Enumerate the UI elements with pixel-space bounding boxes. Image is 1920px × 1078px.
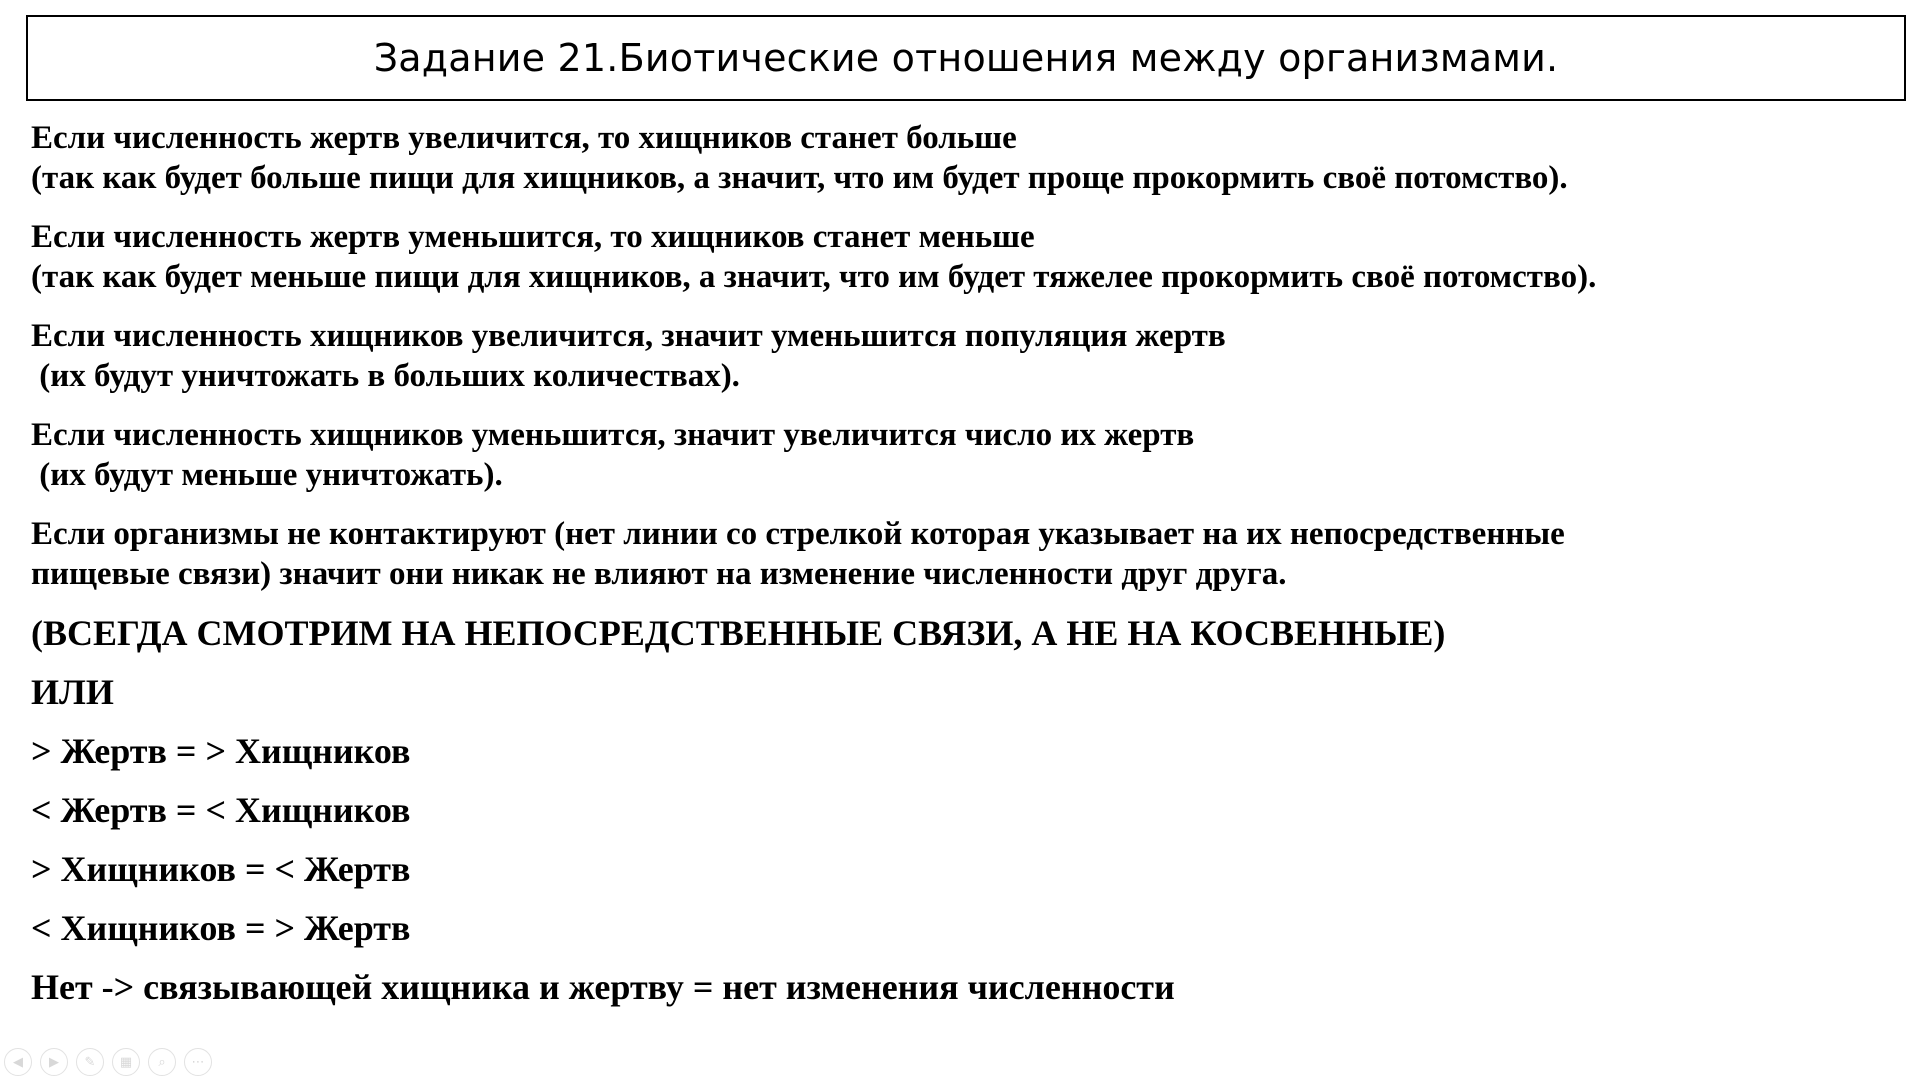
paragraph-line: Если численность жертв увеличится, то хищников станет больше (31, 120, 1017, 156)
slide-title: Задание 21.Биотические отношения между организмами. (373, 36, 1559, 80)
slides-icon[interactable]: ▦ (112, 1048, 140, 1076)
paragraph-line: (их будут уничтожать в больших количествах). (31, 358, 740, 394)
paragraph-line: Если организмы не контактируют (нет линии со стрелкой которая указывает на их непосредственные (31, 516, 1565, 552)
paragraph-line: (их будут меньше уничтожать). (31, 457, 503, 493)
paragraph-line: (так как будет меньше пищи для хищников, а значит, что им будет тяжелее прокормить своё потомство). (31, 259, 1597, 295)
next-icon[interactable]: ▶ (40, 1048, 68, 1076)
rule-line: < Жертв = < Хищников (31, 790, 411, 830)
paragraph-line: (так как будет больше пищи для хищников, а значит, что им будет проще прокормить своё потомство). (31, 160, 1568, 196)
paragraph-line: Если численность хищников уменьшится, значит увеличится число их жертв (31, 417, 1195, 453)
paragraph-line: Если численность жертв уменьшится, то хищников станет меньше (31, 219, 1035, 255)
paragraph-predator-decrease (31, 415, 1901, 495)
paragraph-line: Если численность хищников увеличится, значит уменьшится популяция жертв (31, 318, 1226, 354)
paragraph-prey-decrease (31, 217, 1901, 297)
slide-title-box (26, 15, 1906, 101)
rule-line: < Хищников = > Жертв (31, 908, 411, 948)
pen-icon[interactable]: ✎ (76, 1048, 104, 1076)
rule-line: > Хищников = < Жертв (31, 849, 411, 889)
rule-line: Нет -> связывающей хищника и жертву = нет изменения численности (31, 967, 1175, 1007)
slideshow-toolbar (4, 1048, 212, 1076)
direct-links-note: (ВСЕГДА СМОТРИМ НА НЕПОСРЕДСТВЕННЫЕ СВЯЗИ, А НЕ НА КОСВЕННЫЕ) (31, 613, 1446, 653)
slide-body (31, 118, 1901, 1026)
paragraph-predator-increase (31, 316, 1901, 396)
paragraph-line: пищевые связи) значит они никак не влияют на изменение численности друг друга. (31, 556, 1287, 592)
paragraph-prey-increase (31, 118, 1901, 198)
prev-icon[interactable]: ◀ (4, 1048, 32, 1076)
paragraph-no-contact (31, 514, 1901, 594)
more-icon[interactable]: ⋯ (184, 1048, 212, 1076)
zoom-icon[interactable]: ⌕ (148, 1048, 176, 1076)
or-label: ИЛИ (31, 672, 114, 712)
rule-line: > Жертв = > Хищников (31, 731, 411, 771)
